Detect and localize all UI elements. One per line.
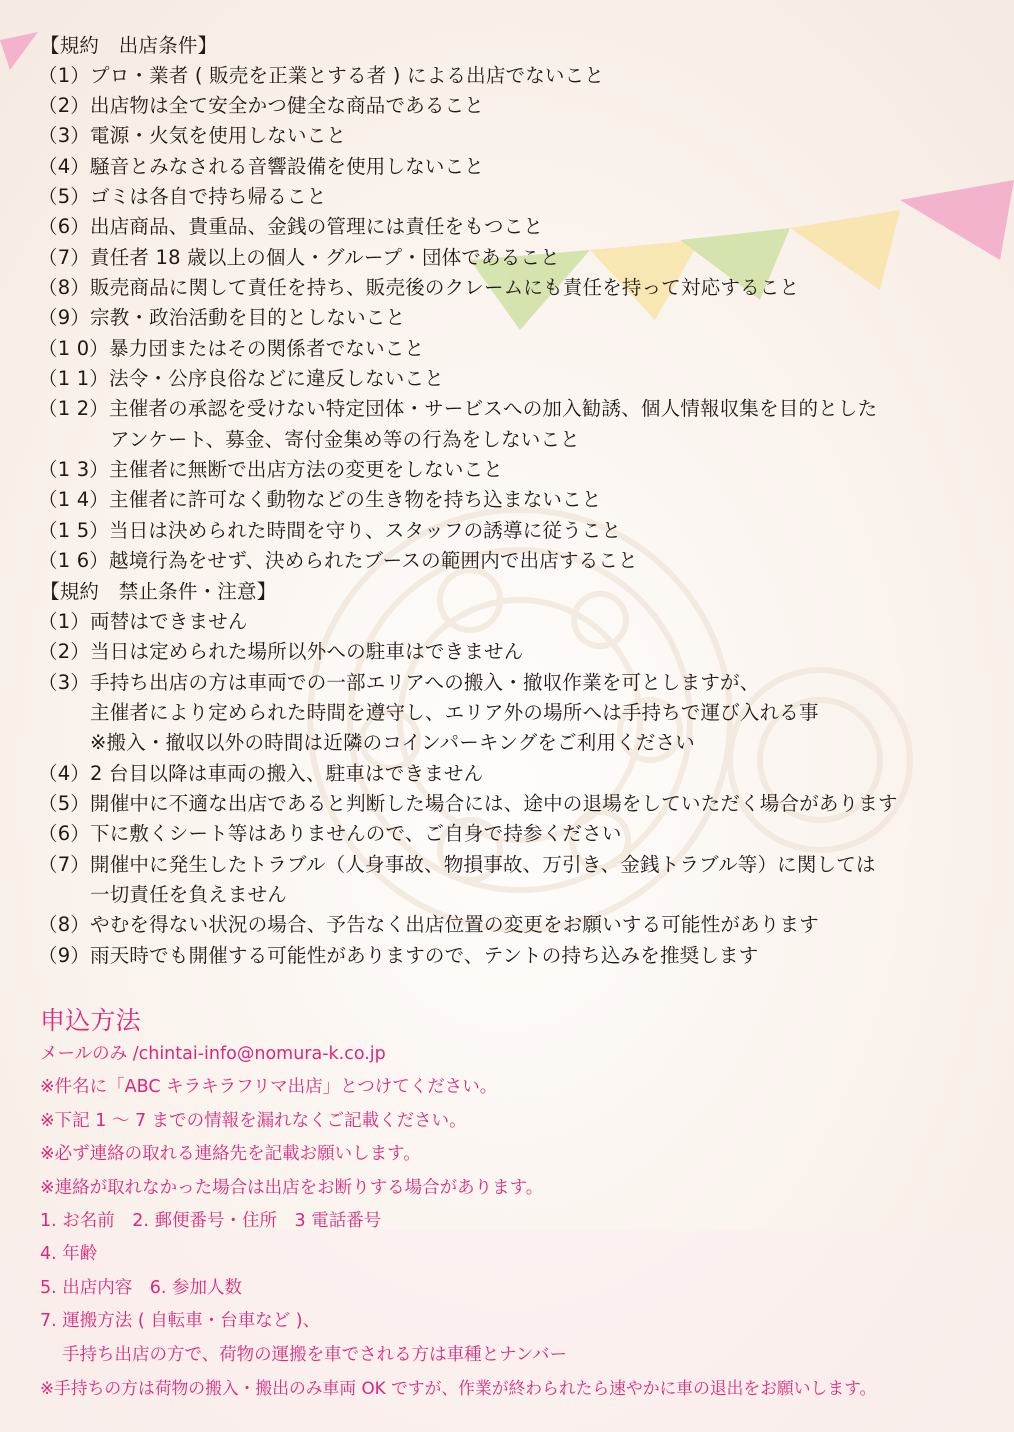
prohibited-item: （3）手持ち出店の方は車両での一部エリアへの搬入・撤収作業を可としますが、: [38, 671, 760, 694]
rules-conditions-heading: 【規約 出店条件】: [40, 34, 218, 57]
condition-item: （7）責任者 18 歳以上の個人・グループ・団体であること: [38, 246, 560, 269]
application-field-list: 5. 出店内容 6. 参加人数: [40, 1278, 243, 1298]
condition-item: （1 6）越境行為をせず、決められたブースの範囲内で出店すること: [38, 549, 638, 572]
prohibited-item: （1）両替はできません: [38, 610, 248, 633]
prohibited-item-note: ※搬入・撤収以外の時間は近隣のコインパーキングをご利用ください: [90, 731, 696, 754]
application-note: ※件名に「ABC キラキラフリマ出店」とつけてください。: [40, 1077, 498, 1097]
condition-item: （1 4）主催者に許可なく動物などの生き物を持ち込まないこと: [38, 488, 602, 511]
condition-item: （2）出店物は全て安全かつ健全な商品であること: [38, 94, 485, 117]
condition-item: （1 1）法令・公序良俗などに違反しないこと: [38, 367, 444, 390]
prohibited-item-continuation: 一切責任を負えません: [90, 883, 288, 906]
application-heading: 申込方法: [40, 1006, 141, 1035]
condition-item: （8）販売商品に関して責任を持ち、販売後のクレームにも責任を持って対応すること: [38, 276, 800, 299]
prohibited-item: （7）開催中に発生したトラブル（人身事故、物損事故、万引き、金銭トラブル等）に関しては: [38, 853, 876, 876]
prohibited-item: （5）開催中に不適な出店であると判断した場合には、途中の退場をしていただく場合があります: [38, 792, 898, 815]
condition-item: （1 5）当日は決められた時間を守り、スタッフの誘導に従うこと: [38, 519, 622, 542]
application-note: ※下記 1 〜 7 までの情報を漏れなくご記載ください。: [40, 1111, 467, 1131]
prohibited-item-continuation: 主催者により定められた時間を遵守し、エリア外の場所へは手持ちで運び入れる事: [90, 701, 819, 724]
condition-item: （1 2）主催者の承認を受けない特定団体・サービスへの加入勧誘、個人情報収集を目的とした: [38, 397, 878, 420]
condition-item: （3）電源・火気を使用しないこと: [38, 124, 347, 147]
prohibited-item: （2）当日は定められた場所以外への駐車はできません: [38, 640, 524, 663]
application-email-line: メールのみ /chintai-info@nomura-k.co.jp: [40, 1044, 386, 1064]
application-note: ※必ず連絡の取れる連絡先を記載お願いします。: [40, 1144, 421, 1164]
prohibited-item: （4）2 台目以降は車両の搬入、駐車はできません: [38, 762, 484, 785]
prohibited-item: （9）雨天時でも開催する可能性がありますので、テントの持ち込みを推奨します: [38, 944, 759, 967]
rules-prohibited-heading: 【規約 禁止条件・注意】: [40, 580, 277, 603]
application-field-list: 1. お名前 2. 郵便番号・住所 3 電話番号: [40, 1211, 382, 1231]
condition-item: （6）出店商品、貴重品、金銭の管理には責任をもつこと: [38, 215, 544, 238]
condition-item: （1 0）暴力団またはその関係者でないこと: [38, 337, 425, 360]
application-note: ※連絡が取れなかった場合は出店をお断りする場合があります。: [40, 1178, 544, 1198]
application-note: ※手持ちの方は荷物の搬入・搬出のみ車両 OK ですが、作業が終わられたら速やかに車の退出をお願いします。: [40, 1378, 877, 1398]
application-field-list: 7. 運搬方法 ( 自転車・台車など )、: [40, 1311, 321, 1331]
prohibited-item: （6）下に敷くシート等はありませんので、ご自身で持参ください: [38, 822, 622, 845]
application-field-continuation: 手持ち出店の方で、荷物の運搬を車でされる方は車種とナンバー: [62, 1345, 568, 1365]
prohibited-item: （8）やむを得ない状況の場合、予告なく出店位置の変更をお願いする可能性があります: [38, 913, 819, 936]
condition-item: （9）宗教・政治活動を目的としないこと: [38, 306, 406, 329]
condition-item: （4）騒音とみなされる音響設備を使用しないこと: [38, 155, 485, 178]
condition-item: （1）プロ・業者 ( 販売を正業とする者 ) による出店でないこと: [38, 64, 605, 87]
condition-item-continuation: アンケート、募金、寄付金集め等の行為をしないこと: [110, 428, 580, 451]
condition-item: （1 3）主催者に無断で出店方法の変更をしないこと: [38, 458, 504, 481]
application-field-list: 4. 年齢: [40, 1244, 98, 1264]
condition-item: （5）ゴミは各自で持ち帰ること: [38, 185, 327, 208]
